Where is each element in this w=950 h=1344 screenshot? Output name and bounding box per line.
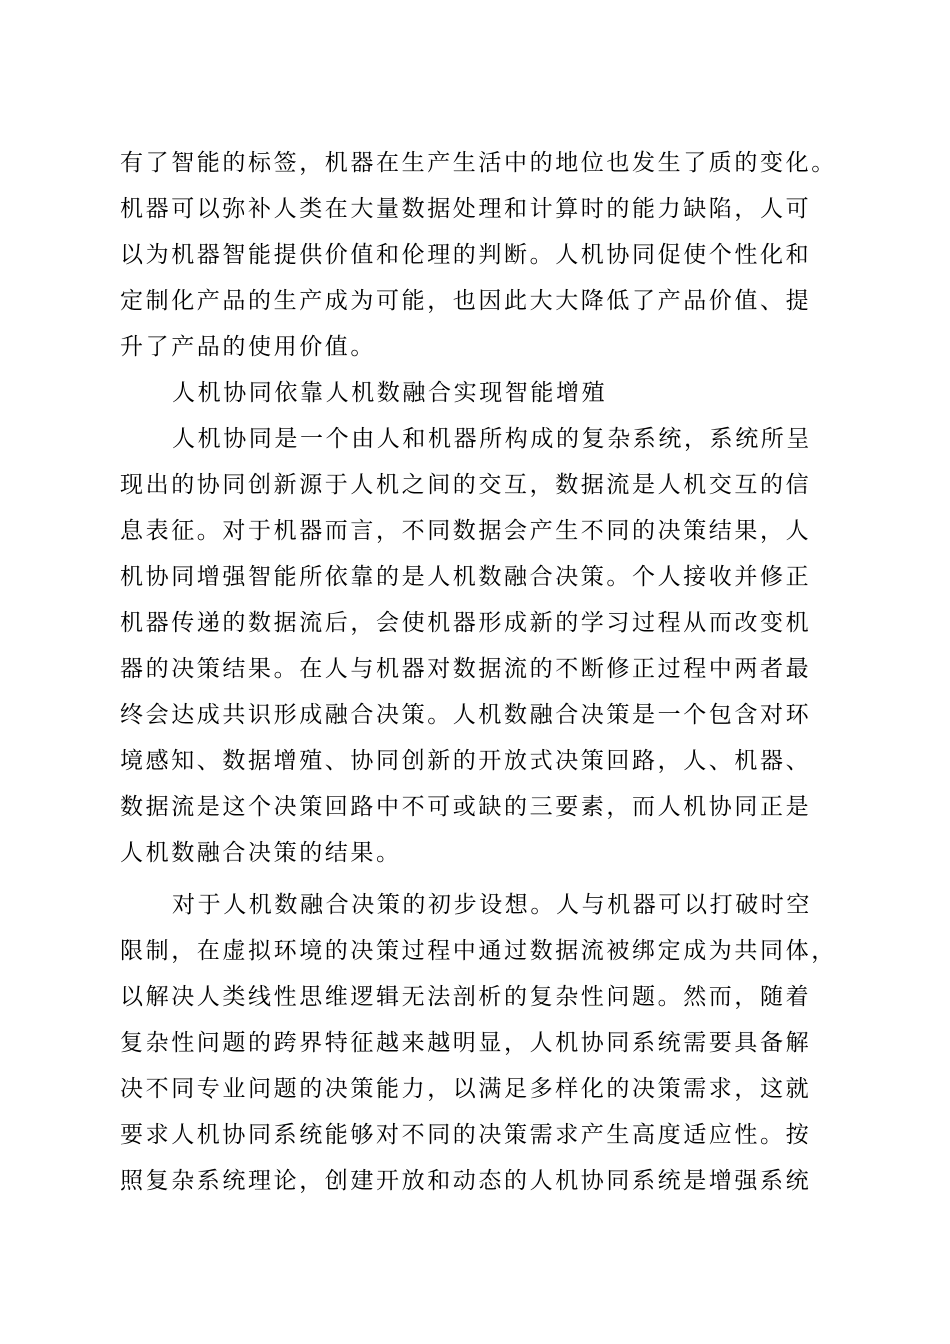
text-line: 器的决策结果。在人与机器对数据流的不断修正过程中两者最: [120, 656, 812, 682]
paragraph-2: [120, 416, 832, 876]
text-line: 终会达成共识形成融合决策。人机数融合决策是一个包含对环: [120, 702, 812, 728]
text-line: 人机协同是一个由人和机器所构成的复杂系统，系统所呈: [172, 426, 812, 452]
text-line: 数据流是这个决策回路中不可或缺的三要素，而人机协同正是: [120, 794, 812, 820]
text-line: 人机数融合决策的结果。: [120, 840, 402, 866]
text-line: 息表征。对于机器而言，不同数据会产生不同的决策结果，人: [120, 518, 812, 544]
text-line: 机协同增强智能所依靠的是人机数融合决策。个人接收并修正: [120, 564, 812, 590]
text-line: 升了产品的使用价值。: [120, 334, 376, 360]
text-line: 现出的协同创新源于人机之间的交互，数据流是人机交互的信: [120, 472, 812, 498]
text-line: 境感知、数据增殖、协同创新的开放式决策回路，人、机器、: [120, 748, 812, 774]
text-line: 机器可以弥补人类在大量数据处理和计算时的能力缺陷，人可: [120, 196, 812, 222]
section-subheading: 人机协同依靠人机数融合实现智能增殖: [172, 380, 608, 406]
text-line: 定制化产品的生产成为可能，也因此大大降低了产品价值、提: [120, 288, 812, 314]
text-line: 照复杂系统理论，创建开放和动态的人机协同系统是增强系统: [120, 1168, 812, 1194]
text-line: 决不同专业问题的决策能力，以满足多样化的决策需求，这就: [120, 1076, 812, 1102]
text-line: 限制，在虚拟环境的决策过程中通过数据流被绑定成为共同体，: [120, 938, 837, 964]
text-line: 有了智能的标签，机器在生产生活中的地位也发生了质的变化。: [120, 150, 837, 176]
text-line: 以解决人类线性思维逻辑无法剖析的复杂性问题。然而，随着: [120, 984, 812, 1010]
document-body: [120, 140, 837, 1204]
text-line: 对于人机数融合决策的初步设想。人与机器可以打破时空: [172, 892, 812, 918]
paragraph-3: [120, 882, 837, 1204]
text-line: 要求人机协同系统能够对不同的决策需求产生高度适应性。按: [120, 1122, 812, 1148]
paragraph-1: [120, 140, 837, 370]
text-line: 机器传递的数据流后，会使机器形成新的学习过程从而改变机: [120, 610, 812, 636]
text-line: 复杂性问题的跨界特征越来越明显，人机协同系统需要具备解: [120, 1030, 812, 1056]
text-line: 以为机器智能提供价值和伦理的判断。人机协同促使个性化和: [120, 242, 812, 268]
